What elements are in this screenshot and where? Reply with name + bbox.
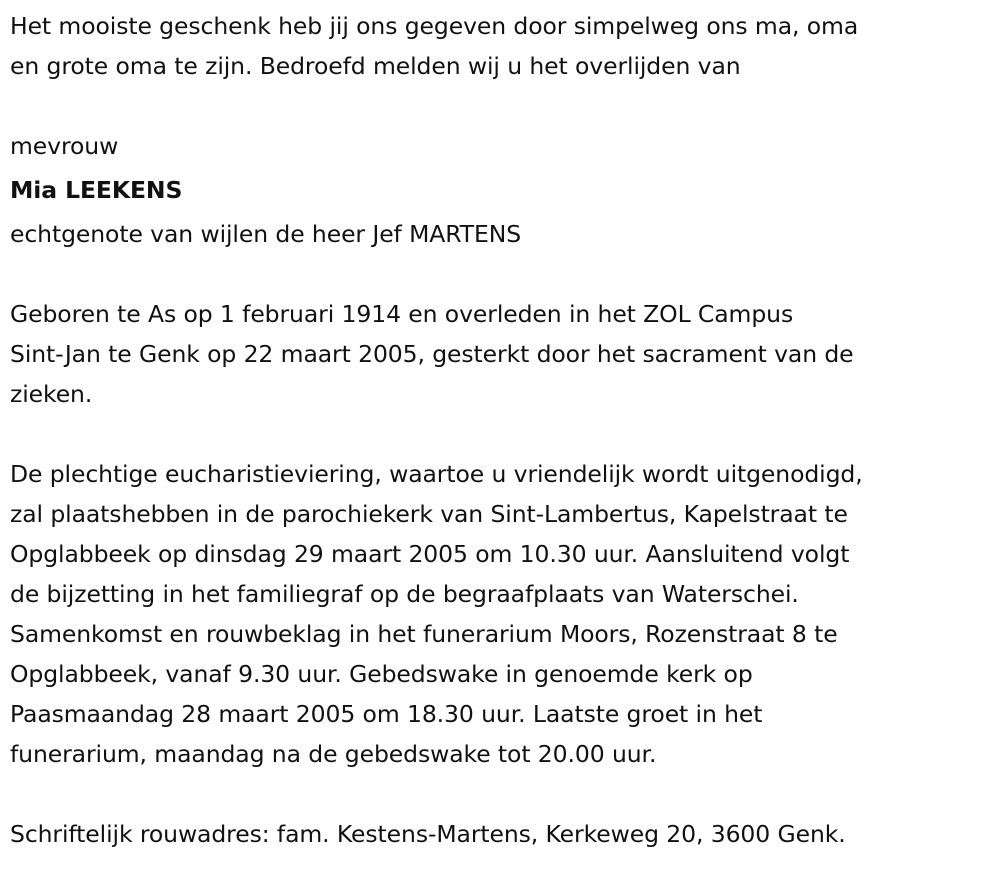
spacer (10, 414, 995, 454)
ceremony-line: zal plaatshebben in de parochiekerk van Sint-Lambertus, Kapelstraat te (10, 500, 848, 528)
intro-paragraph (10, 6, 995, 86)
spacer (10, 774, 995, 814)
intro-line: en grote oma te zijn. Bedroefd melden wij u het overlijden van (10, 52, 741, 80)
deceased-name: Mia LEEKENS (10, 176, 183, 204)
spacer (10, 86, 995, 126)
ceremony-line: Opglabbeek op dinsdag 29 maart 2005 om 10.30 uur. Aansluitend volgt (10, 540, 850, 568)
ceremony-line: de bijzetting in het familiegraf op de begraafplaats van Waterschei. (10, 580, 799, 608)
deceased-block (10, 126, 995, 254)
birth-death-line: Sint-Jan te Genk op 22 maart 2005, gesterkt door het sacrament van de (10, 340, 854, 368)
birth-death-line: Geboren te As op 1 februari 1914 en overleden in het ZOL Campus (10, 300, 794, 328)
birth-death-paragraph (10, 294, 995, 414)
deceased-title: mevrouw (10, 132, 119, 160)
ceremony-paragraph (10, 454, 995, 774)
birth-death-line: zieken. (10, 380, 93, 408)
ceremony-line: De plechtige eucharistieviering, waartoe u vriendelijk wordt uitgenodigd, (10, 460, 863, 488)
death-notice (10, 6, 995, 854)
address-paragraph (10, 814, 995, 854)
ceremony-line: funerarium, maandag na de gebedswake tot 20.00 uur. (10, 740, 657, 768)
ceremony-line: Opglabbeek, vanaf 9.30 uur. Gebedswake in genoemde kerk op (10, 660, 753, 688)
spacer (10, 254, 995, 294)
ceremony-line: Paasmaandag 28 maart 2005 om 18.30 uur. Laatste groet in het (10, 700, 763, 728)
intro-line: Het mooiste geschenk heb jij ons gegeven door simpelweg ons ma, oma (10, 12, 859, 40)
ceremony-line: Samenkomst en rouwbeklag in het funerarium Moors, Rozenstraat 8 te (10, 620, 838, 648)
mourning-address: Schriftelijk rouwadres: fam. Kestens-Martens, Kerkeweg 20, 3600 Genk. (10, 820, 846, 848)
spouse-line: echtgenote van wijlen de heer Jef MARTENS (10, 220, 522, 248)
